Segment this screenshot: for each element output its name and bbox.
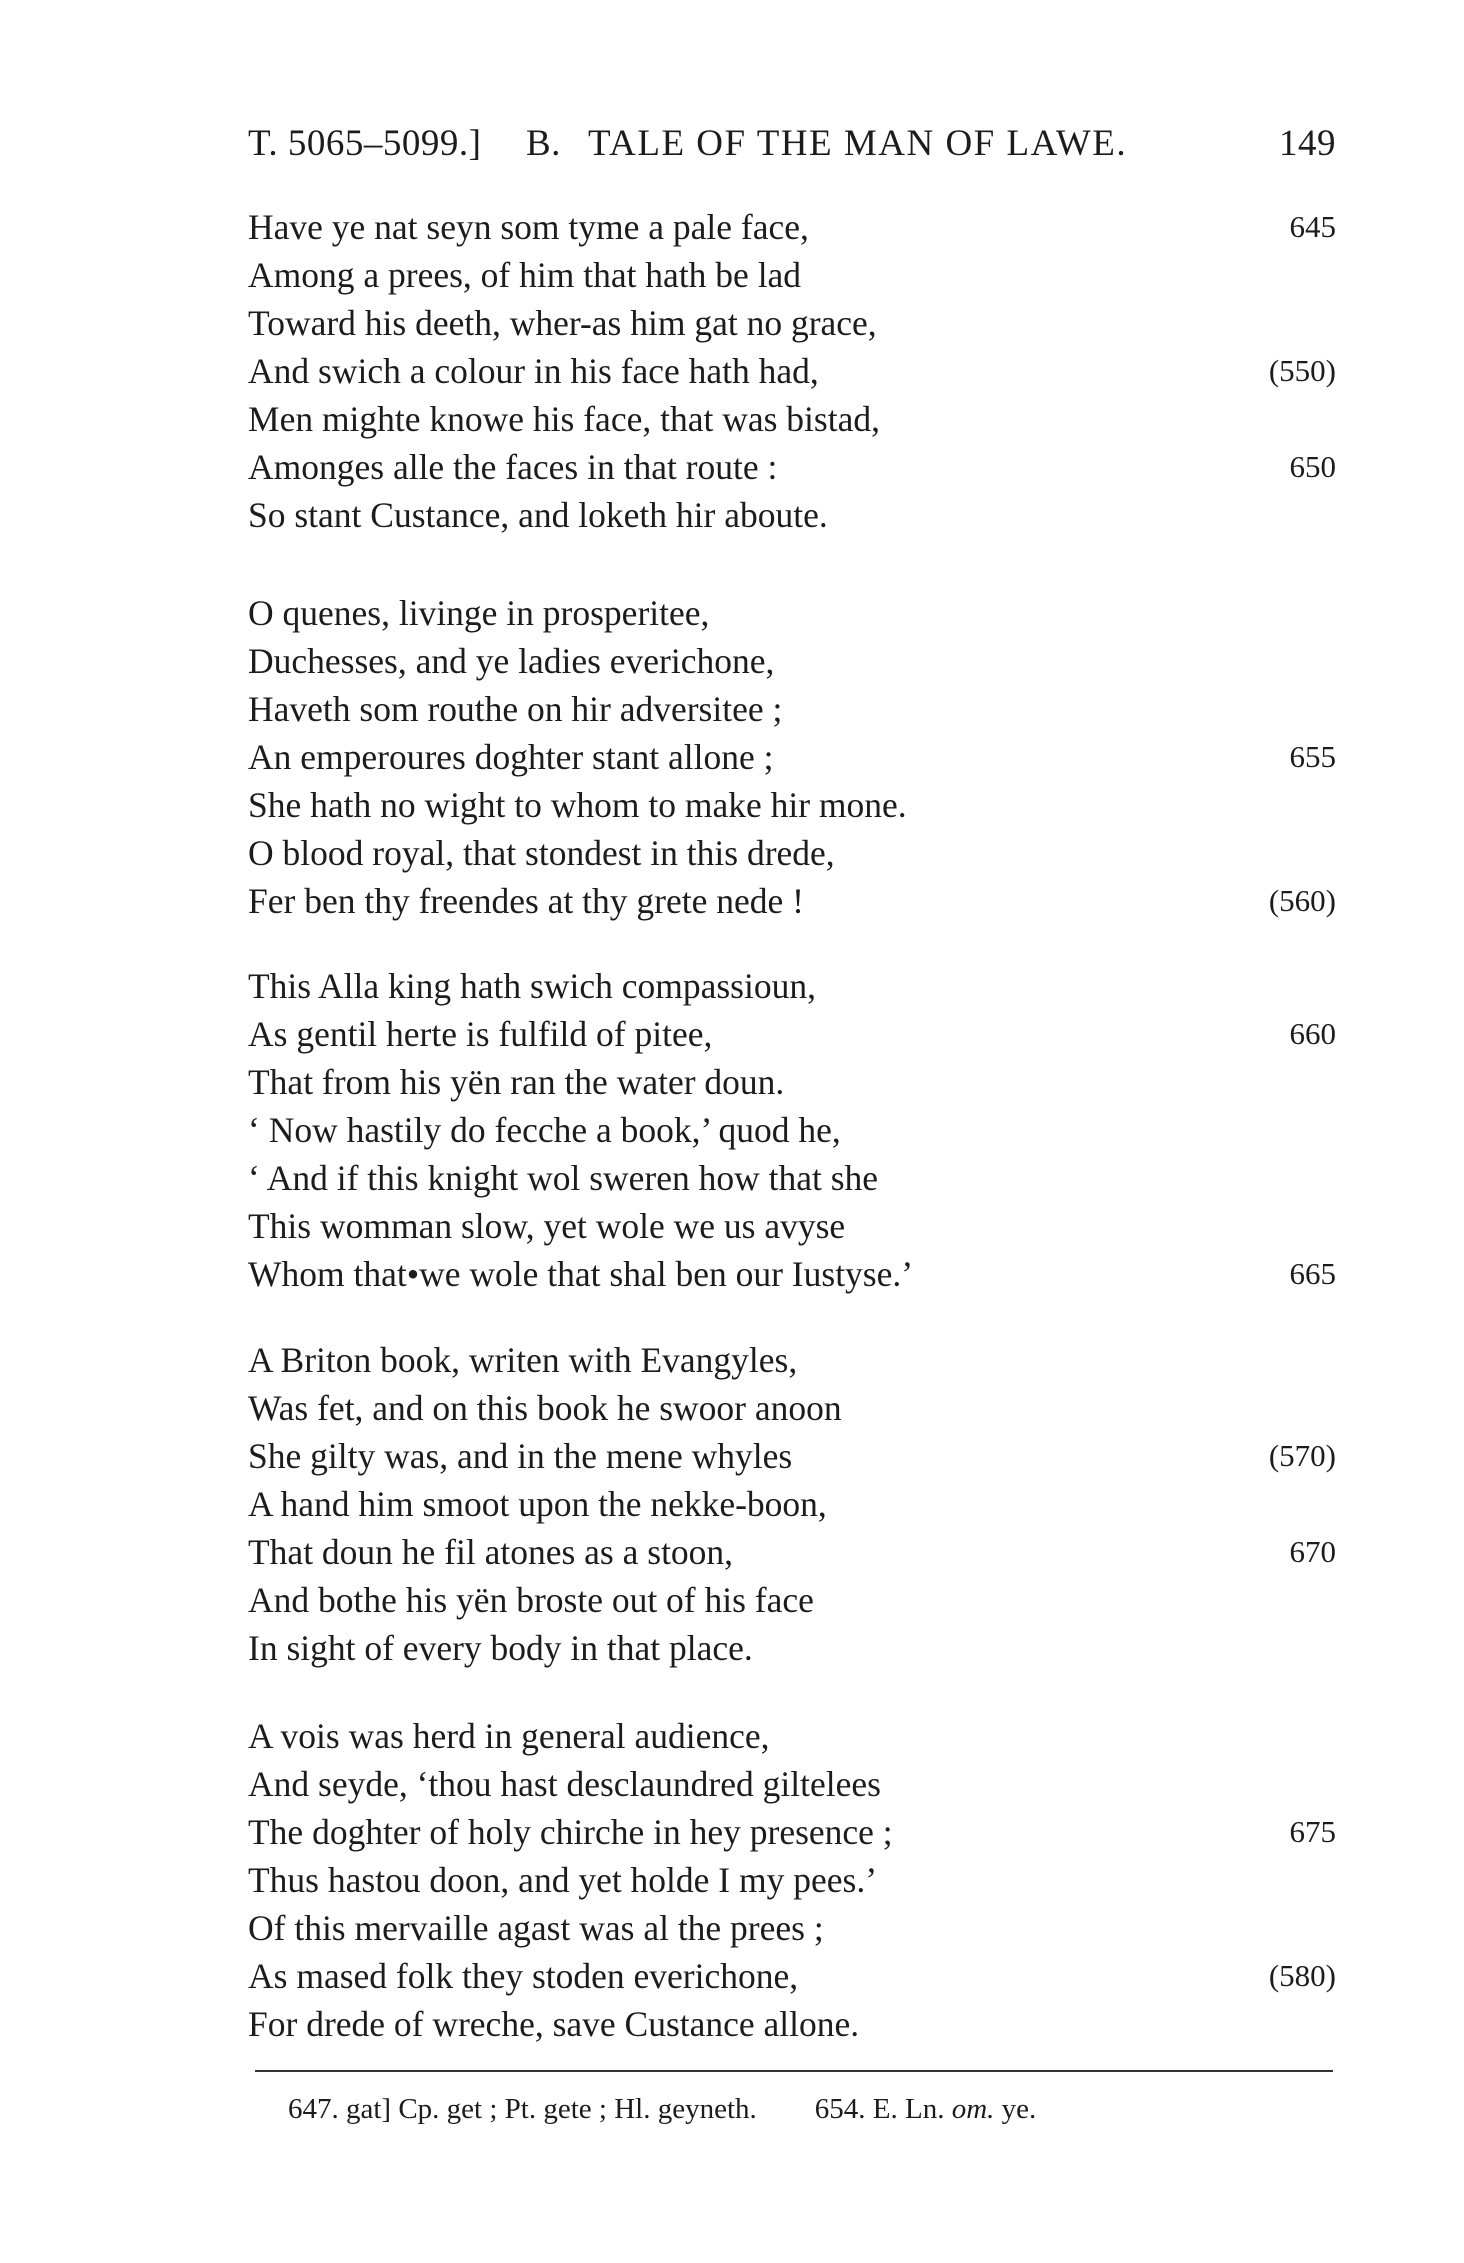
verse-line: And seyde, ‘thou hast desclaundred giltelees: [248, 1764, 881, 1804]
verse-line: ‘ Now hastily do fecche a book,’ quod he,: [248, 1110, 841, 1150]
stanza-1: [248, 203, 1336, 539]
line-number: 675: [1289, 1814, 1336, 1849]
verse-line: She hath no wight to whom to make hir mone.: [248, 785, 907, 825]
running-header: [248, 122, 1336, 172]
verse-line: ‘ And if this knight wol sweren how that she: [248, 1158, 879, 1198]
footnote-divider: [255, 2070, 1333, 2072]
verse-line: And swich a colour in his face hath had, (550): [248, 347, 1336, 395]
footnote-654: 654. E. Ln. om. ye.: [814, 2093, 1037, 2125]
verse-line: Amonges alle the faces in that route : 650: [248, 443, 1336, 491]
verse-line: For drede of wreche, save Custance allone.: [248, 2004, 860, 2044]
verse-line: Have ye nat seyn som tyme a pale face, 645: [248, 203, 1336, 251]
verse-line: Thus hastou doon, and yet holde I my pees.’: [248, 1860, 878, 1900]
verse-line: A vois was herd in general audience,: [248, 1716, 770, 1756]
verse-line: O quenes, livinge in prosperitee,: [248, 593, 710, 633]
line-number: (580): [1268, 1958, 1336, 1993]
verse-line: Haveth som routhe on hir adversitee ;: [248, 689, 783, 729]
verse-line: So stant Custance, and loketh hir aboute.: [248, 495, 828, 535]
verse-line: Men mighte knowe his face, that was bistad,: [248, 399, 880, 439]
line-number: 665: [1289, 1256, 1336, 1291]
running-title: TALE OF THE MAN OF LAWE.: [588, 123, 1128, 164]
verse-line: Was fet, and on this book he swoor anoon: [248, 1388, 842, 1428]
line-number: (560): [1268, 883, 1336, 918]
stanza-5: [248, 1712, 1336, 2048]
verse-line: That from his yën ran the water doun.: [248, 1062, 785, 1102]
line-number: 645: [1289, 209, 1336, 244]
page-number: 149: [1279, 123, 1336, 164]
verse-line: The doghter of holy chirche in hey presence ; 675: [248, 1808, 1336, 1856]
verse-line: Toward his deeth, wher-as him gat no grace,: [248, 303, 877, 343]
line-number: (570): [1268, 1438, 1336, 1473]
line-number: 655: [1289, 739, 1336, 774]
verse-line: Fer ben thy freendes at thy grete nede ! (560): [248, 877, 1336, 925]
stanza-2: [248, 589, 1336, 925]
section-letter: B.: [526, 123, 561, 164]
line-number: 670: [1289, 1534, 1336, 1569]
verse-line: A hand him smoot upon the nekke-boon,: [248, 1484, 827, 1524]
footnotes: [288, 2093, 1036, 2126]
verse-line: This womman slow, yet wole we us avyse: [248, 1206, 846, 1246]
verse-line: She gilty was, and in the mene whyles (570): [248, 1432, 1336, 1480]
verse-line: In sight of every body in that place.: [248, 1628, 753, 1668]
verse-line: As gentil herte is fulfild of pitee, 660: [248, 1010, 1336, 1058]
verse-line: An emperoures doghter stant allone ; 655: [248, 733, 1336, 781]
verse-line: Whom that•we wole that shal ben our Iustyse.’ 665: [248, 1250, 1336, 1298]
line-number: 650: [1289, 449, 1336, 484]
verse-line: As mased folk they stoden everichone, (580): [248, 1952, 1336, 2000]
footnote-647: 647. gat] Cp. get ; Pt. gete ; Hl. geyneth.: [288, 2093, 757, 2125]
verse-line: Of this mervaille agast was al the prees ;: [248, 1908, 824, 1948]
line-number: (550): [1268, 353, 1336, 388]
line-reference: T. 5065–5099.]: [248, 123, 482, 164]
verse-line: Among a prees, of him that hath be lad: [248, 255, 802, 295]
stanza-4: [248, 1336, 1336, 1672]
stanza-3: [248, 962, 1336, 1298]
line-number: 660: [1289, 1016, 1336, 1051]
verse-line: Duchesses, and ye ladies everichone,: [248, 641, 775, 681]
verse-line: That doun he fil atones as a stoon, 670: [248, 1528, 1336, 1576]
verse-line: This Alla king hath swich compassioun,: [248, 966, 816, 1006]
verse-line: And bothe his yën broste out of his face: [248, 1580, 814, 1620]
verse-line: O blood royal, that stondest in this drede,: [248, 833, 835, 873]
verse-line: A Briton book, writen with Evangyles,: [248, 1340, 798, 1380]
